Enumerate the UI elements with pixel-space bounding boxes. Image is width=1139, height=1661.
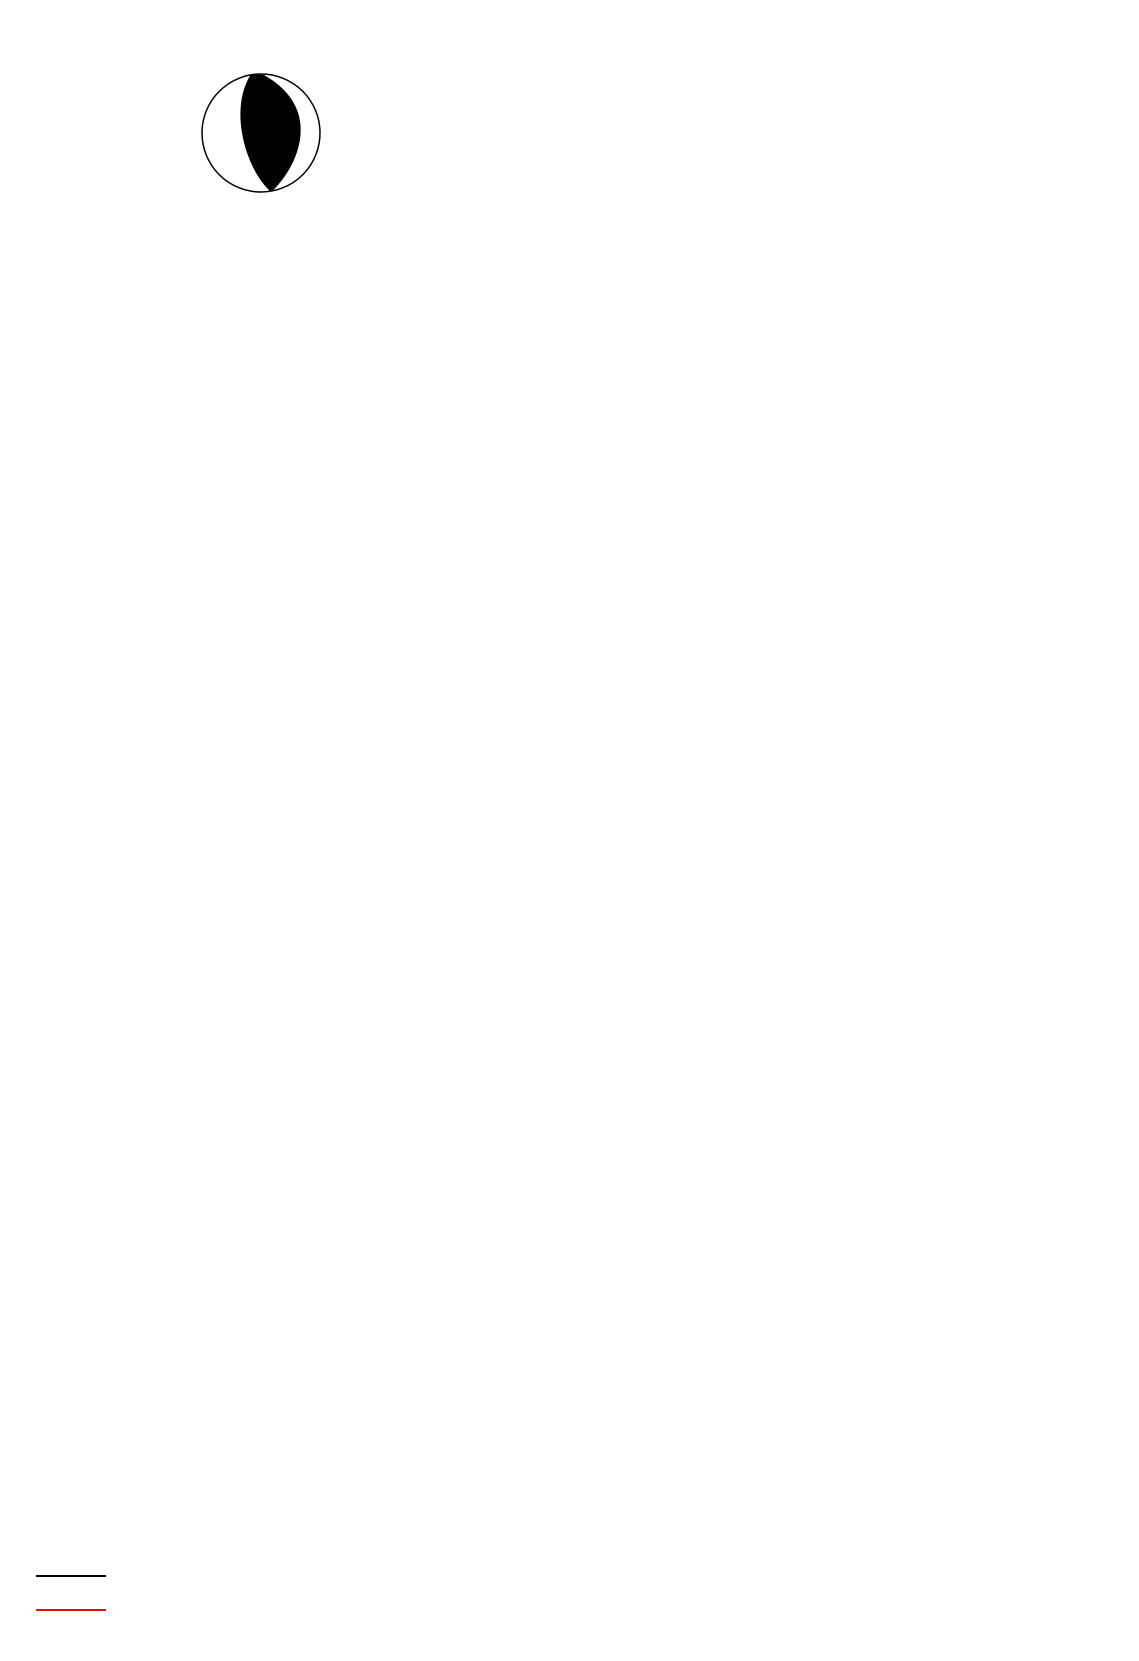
- beachball-icon: [202, 74, 320, 192]
- legend: [36, 1576, 106, 1610]
